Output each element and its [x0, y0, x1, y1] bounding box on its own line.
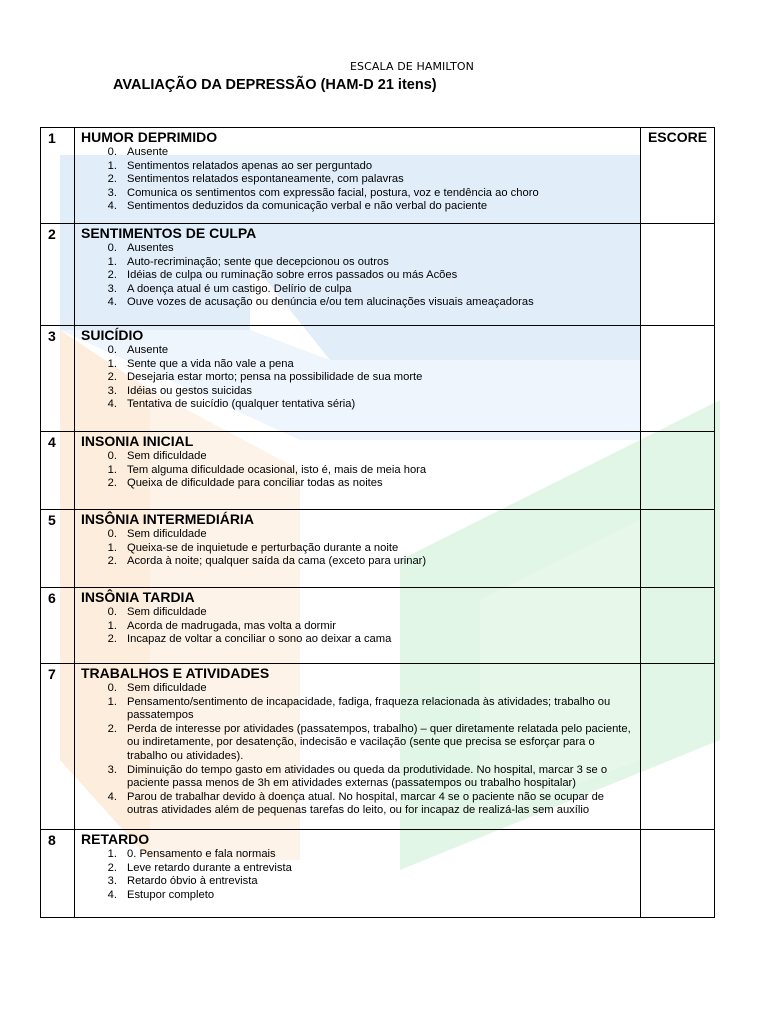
option-text: A doença atual é um castigo. Delírio de culpa: [127, 282, 352, 295]
scale-item-row: [41, 326, 715, 432]
option-number: 1.: [107, 541, 117, 554]
option-item: [81, 848, 634, 862]
item-content: [75, 128, 641, 224]
score-header: ESCORE: [647, 129, 708, 145]
option-text: Parou de trabalhar devido à doença atual. No hospital, marcar 4 se o paciente não se ocupar de outras atividades além de pequenas tarefas do leito, ou for incapaz de realizá-las sem auxílio: [127, 790, 605, 817]
item-number: 5: [41, 510, 75, 588]
option-text: Idéias ou gestos suicidas: [127, 384, 253, 397]
option-number: 4.: [107, 398, 117, 411]
option-number: 3.: [107, 186, 117, 199]
option-text: Queixa de dificuldade para conciliar todas as noites: [127, 477, 383, 490]
item-number: 6: [41, 588, 75, 664]
option-list: [81, 528, 634, 569]
scale-item-row: [41, 588, 715, 664]
option-number: 1.: [107, 848, 117, 860]
score-header-cell: [641, 128, 715, 224]
option-text: Acorda à noite; qualquer saída da cama (exceto para urinar): [127, 555, 427, 568]
option-item: [81, 385, 634, 399]
item-content: [75, 510, 641, 588]
option-number: 3.: [107, 282, 117, 295]
option-text: Estupor completo: [127, 888, 215, 901]
item-content: [75, 326, 641, 432]
option-item: [81, 606, 634, 620]
option-number: 3.: [107, 763, 117, 776]
option-number: 1.: [107, 255, 117, 268]
option-item: [81, 242, 634, 256]
item-number: 2: [41, 224, 75, 326]
option-text: Comunica os sentimentos com expressão facial, postura, voz e tendência ao choro: [127, 186, 539, 199]
option-number: 1.: [107, 357, 117, 370]
scale-item-row: [41, 664, 715, 830]
option-number: 2.: [107, 269, 117, 282]
option-text: Ausentes: [127, 242, 174, 254]
option-item: [81, 296, 634, 310]
item-content: [75, 830, 641, 918]
score-cell[interactable]: [641, 432, 715, 510]
option-item: [81, 146, 634, 160]
option-number: 0.: [107, 606, 117, 618]
item-title: INSÔNIA TARDIA: [81, 589, 195, 605]
option-number: 3.: [107, 875, 117, 888]
option-text: Incapaz de voltar a conciliar o sono ao deixar a cama: [127, 633, 392, 646]
scale-subtitle: ESCALA DE HAMILTON: [350, 60, 475, 73]
option-number: 0.: [107, 146, 117, 158]
option-number: 0.: [107, 242, 117, 254]
option-number: 2.: [107, 722, 117, 735]
option-list: [81, 682, 634, 818]
option-item: [81, 791, 634, 818]
option-number: 1.: [107, 695, 117, 708]
option-text: Pensamento/sentimento de incapacidade, fadiga, fraqueza relacionada às atividades; trabalho ou passatempos: [127, 695, 611, 722]
option-number: 0.: [107, 450, 117, 462]
option-text: Sente que a vida não vale a pena: [127, 357, 294, 370]
option-item: [81, 200, 634, 214]
option-text: Tentativa de suicídio (qualquer tentativa séria): [127, 398, 356, 411]
scale-item-row: [41, 830, 715, 918]
option-text: Idéias de culpa ou ruminação sobre erros passados ou más Acões: [127, 269, 458, 282]
item-content: [75, 664, 641, 830]
item-number: 4: [41, 432, 75, 510]
score-cell[interactable]: [641, 326, 715, 432]
option-number: 4.: [107, 296, 117, 309]
option-text: Sentimentos relatados espontaneamente, com palavras: [127, 173, 404, 186]
option-number: 2.: [107, 173, 117, 186]
option-item: [81, 633, 634, 647]
option-text: Sem dificuldade: [127, 450, 207, 462]
item-content: [75, 224, 641, 326]
item-title: INSONIA INICIAL: [81, 433, 194, 449]
option-text: Tem alguma dificuldade ocasional, isto é, mais de meia hora: [127, 463, 427, 476]
option-text: Diminuição do tempo gasto em atividades ou queda da produtividade. No hospital, marcar 3 se o paciente passa menos de 3h em atividades externas (passatempos ou trabalho hospitalar): [127, 763, 608, 790]
option-item: [81, 358, 634, 372]
option-item: [81, 528, 634, 542]
option-number: 2.: [107, 633, 117, 646]
option-text: Perda de interesse por atividades (passatempos, trabalho) – quer diretamente relatada pelo paciente, ou indiretamente, por desatenção, indecisão e vacilação (sente que precisa se esforçar para o trabalho ou atividades).: [127, 722, 631, 762]
item-number: 1: [41, 128, 75, 224]
option-item: [81, 450, 634, 464]
score-cell[interactable]: [641, 510, 715, 588]
scale-item-row: [41, 432, 715, 510]
option-item: [81, 477, 634, 491]
option-number: 4.: [107, 790, 117, 803]
option-number: 2.: [107, 371, 117, 384]
option-item: [81, 764, 634, 791]
option-text: Queixa-se de inquietude e perturbação durante a noite: [127, 541, 399, 554]
option-number: 2.: [107, 555, 117, 568]
option-list: [81, 848, 634, 902]
option-list: [81, 344, 634, 412]
option-text: Acorda de madrugada, mas volta a dormir: [127, 619, 336, 632]
option-list: [81, 242, 634, 310]
option-list: [81, 606, 634, 647]
item-title: INSÔNIA INTERMEDIÁRIA: [81, 511, 254, 527]
option-text: Desejaria estar morto; pensa na possibilidade de sua morte: [127, 371, 423, 384]
item-content: [75, 588, 641, 664]
hamilton-scale-table: [40, 127, 715, 918]
item-number: 7: [41, 664, 75, 830]
item-number: 8: [41, 830, 75, 918]
option-text: Sem dificuldade: [127, 528, 207, 540]
option-text: Sentimentos deduzidos da comunicação verbal e não verbal do paciente: [127, 200, 488, 213]
option-item: [81, 875, 634, 889]
option-item: [81, 723, 634, 764]
option-item: [81, 889, 634, 903]
option-text: Ausente: [127, 146, 169, 158]
option-text: 0. Pensamento e fala normais: [127, 848, 276, 860]
score-cell[interactable]: [641, 664, 715, 830]
option-text: Ausente: [127, 344, 169, 356]
option-text: Sem dificuldade: [127, 682, 207, 694]
option-item: [81, 862, 634, 876]
option-text: Retardo óbvio à entrevista: [127, 875, 258, 888]
option-item: [81, 256, 634, 270]
document-title: AVALIAÇÃO DA DEPRESSÃO (HAM-D 21 itens): [113, 77, 437, 93]
item-title: HUMOR DEPRIMIDO: [81, 129, 218, 145]
option-item: [81, 620, 634, 634]
scale-item-row: [41, 224, 715, 326]
option-text: Leve retardo durante a entrevista: [127, 861, 292, 874]
option-list: [81, 146, 634, 214]
option-item: [81, 682, 634, 696]
option-number: 4.: [107, 888, 117, 901]
option-list: [81, 450, 634, 491]
option-number: 0.: [107, 528, 117, 540]
scale-item-row: [41, 128, 715, 224]
item-title: SENTIMENTOS DE CULPA: [81, 225, 257, 241]
option-number: 0.: [107, 344, 117, 356]
item-content: [75, 432, 641, 510]
option-text: Ouve vozes de acusação ou denúncia e/ou tem alucinações visuais ameaçadoras: [127, 296, 534, 309]
option-number: 2.: [107, 477, 117, 490]
option-text: Auto-recriminação; sente que decepcionou os outros: [127, 255, 389, 268]
option-number: 0.: [107, 682, 117, 694]
option-item: [81, 371, 634, 385]
option-item: [81, 464, 634, 478]
option-item: [81, 344, 634, 358]
score-cell[interactable]: [641, 830, 715, 918]
option-item: [81, 696, 634, 723]
option-number: 2.: [107, 861, 117, 874]
option-number: 1.: [107, 463, 117, 476]
option-item: [81, 173, 634, 187]
option-item: [81, 187, 634, 201]
option-number: 1.: [107, 159, 117, 172]
option-number: 1.: [107, 619, 117, 632]
option-item: [81, 555, 634, 569]
item-title: RETARDO: [81, 831, 150, 847]
option-text: Sem dificuldade: [127, 606, 207, 618]
option-item: [81, 398, 634, 412]
item-title: SUICÍDIO: [81, 327, 144, 343]
scale-item-row: [41, 510, 715, 588]
option-item: [81, 283, 634, 297]
option-item: [81, 269, 634, 283]
option-item: [81, 542, 634, 556]
score-cell[interactable]: [641, 224, 715, 326]
option-number: 3.: [107, 384, 117, 397]
score-cell[interactable]: [641, 588, 715, 664]
item-number: 3: [41, 326, 75, 432]
option-text: Sentimentos relatados apenas ao ser perguntado: [127, 159, 373, 172]
item-title: TRABALHOS E ATIVIDADES: [81, 665, 270, 681]
option-number: 4.: [107, 200, 117, 213]
option-item: [81, 160, 634, 174]
